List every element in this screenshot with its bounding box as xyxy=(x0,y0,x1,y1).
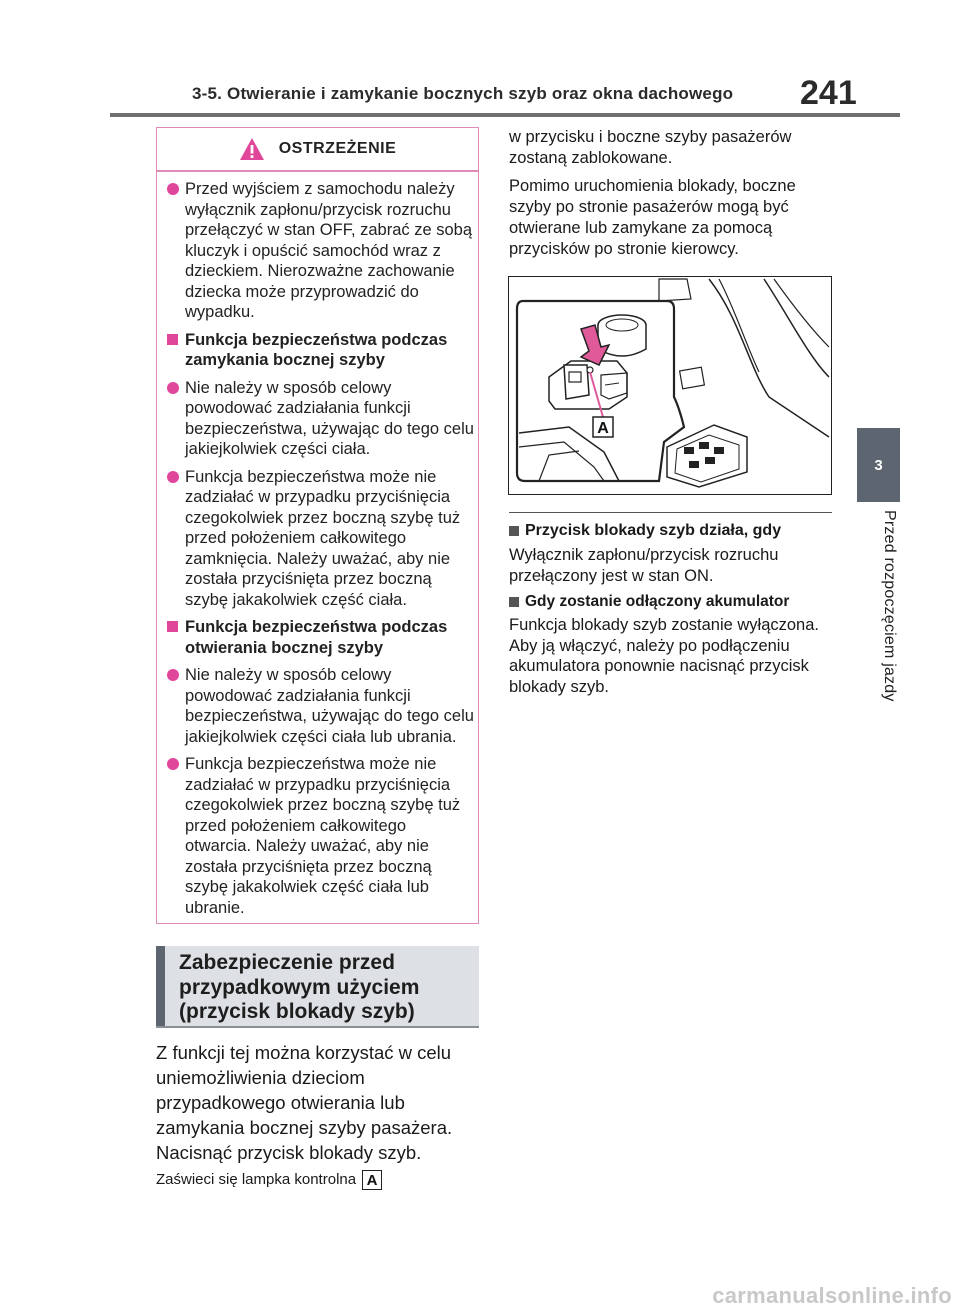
chapter-title: Przed rozpoczęciem jazdy xyxy=(881,510,898,702)
section-rule xyxy=(156,1026,479,1028)
bullet-icon xyxy=(167,183,179,195)
warning-header xyxy=(157,128,478,170)
bullet-icon xyxy=(167,669,179,681)
warning-subheading-text: Funkcja bezpieczeństwa podczas zamykania bocznej szyby xyxy=(185,330,448,369)
warning-subheading-text: Funkcja bezpieczeństwa podczas otwierania bocznej szyby xyxy=(185,618,448,657)
warning-item-text: Funkcja bezpieczeństwa może nie zadziałać w przypadku przyciśnięcia czegokolwiek przez boczną szybę tuż przed położeniem całkowitego zamknięcia. Należy uważać, aby nie została przyciśnięta przez boczną szybę jakakolwiek część ciała. xyxy=(185,467,461,609)
section-title: Zabezpieczenie przed przypadkowym użyciem (przycisk blokady szyb) xyxy=(179,951,420,1023)
header-rule xyxy=(110,113,900,117)
right-divider xyxy=(509,512,832,513)
warning-item xyxy=(167,378,475,460)
warning-box xyxy=(156,127,479,924)
square-bullet-icon xyxy=(509,597,519,607)
page-number: 241 xyxy=(800,74,857,112)
callout-label: A xyxy=(362,1170,382,1190)
right-paragraph: Wyłącznik zapłonu/przycisk rozruchu przełączony jest w stan ON. xyxy=(509,546,779,585)
right-subheading-text: Przycisk blokady szyb działa, gdy xyxy=(525,522,782,539)
square-bullet-icon xyxy=(167,334,178,345)
bullet-icon xyxy=(167,382,179,394)
bullet-icon xyxy=(167,758,179,770)
section-note-text: Zaświeci się lampka kontrolna xyxy=(156,1171,357,1188)
warning-triangle-icon xyxy=(239,137,265,161)
right-paragraph: Funkcja blokady szyb zostanie wyłączona. Aby ją włączyć, należy po podłączeniu akumulatora ponownie nacisnąć przycisk blokady szyb. xyxy=(509,616,819,696)
square-bullet-icon xyxy=(509,526,519,536)
chapter-tab xyxy=(857,428,900,502)
warning-item xyxy=(167,467,475,611)
right-subheading xyxy=(509,592,834,612)
section-instruction: Nacisnąć przycisk blokady szyb. xyxy=(156,1142,422,1163)
square-bullet-icon xyxy=(167,621,178,632)
right-subheading xyxy=(509,521,834,541)
warning-item xyxy=(167,754,475,918)
right-subheading-text: Gdy zostanie odłączony akumulator xyxy=(525,593,790,610)
right-paragraph: w przycisku i boczne szyby pasażerów zostaną zablokowane. xyxy=(509,128,792,167)
warning-item xyxy=(167,665,475,747)
warning-body xyxy=(167,179,475,925)
window-lock-illustration xyxy=(508,276,832,495)
watermark: carmanualsonline.info xyxy=(712,1283,952,1308)
warning-divider xyxy=(157,170,478,172)
warning-item-text: Przed wyjściem z samochodu należy wyłącznik zapłonu/przycisk rozruchu przełączyć w stan OFF, zabrać ze sobą kluczyk i opuścić samochód wraz z dzieckiem. Nierozważne zachowanie dziecka może przyprowadzić do wypadku. xyxy=(185,180,473,321)
warning-item-text: Funkcja bezpieczeństwa może nie zadziałać w przypadku przyciśnięcia czegokolwiek przez boczną szybę tuż przed położeniem całkowitego otwarcia. Należy uważać, aby nie została przyciśnięta przez boczną szybę jakakolwiek część ciała lub ubranie. xyxy=(185,755,461,917)
figure-label: A xyxy=(597,420,609,437)
warning-item-text: Nie należy w sposób celowy powodować zadziałania funkcji bezpieczeństwa, używając do tego celu jakiejkolwiek części ciała lub ubrania. xyxy=(185,666,474,746)
warning-subheading xyxy=(167,617,475,658)
section-paragraph: Z funkcji tej można korzystać w celu uniemożliwienia dzieciom przypadkowego otwierania lub zamykania bocznej szyby pasażera. xyxy=(156,1042,453,1138)
header-title: 3-5. Otwieranie i zamykanie bocznych szyb oraz okna dachowego xyxy=(192,84,734,103)
illustration-svg xyxy=(509,277,830,493)
section-banner xyxy=(156,946,479,1026)
warning-title: OSTRZEŻENIE xyxy=(278,140,397,157)
right-paragraph: Pomimo uruchomienia blokady, boczne szyby po stronie pasażerów mogą być otwierane lub zamykane za pomocą przycisków po stronie kierowcy. xyxy=(509,177,796,258)
bullet-icon xyxy=(167,471,179,483)
warning-item-text: Nie należy w sposób celowy powodować zadziałania funkcji bezpieczeństwa, używając do tego celu jakiejkolwiek części ciała. xyxy=(185,378,474,458)
warning-subheading xyxy=(167,330,475,371)
warning-item xyxy=(167,179,475,323)
chapter-number: 3 xyxy=(874,456,883,474)
section-note xyxy=(156,1170,484,1190)
